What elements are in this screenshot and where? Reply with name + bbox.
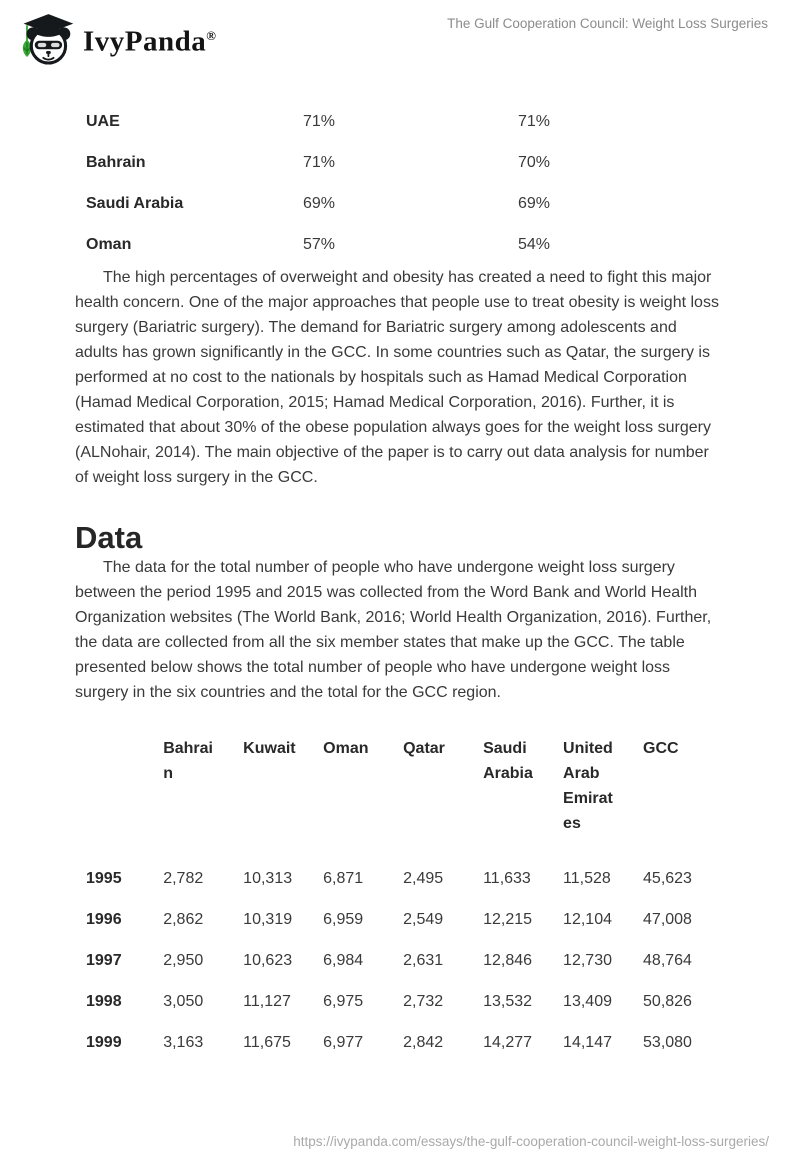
value-cell: 13,409: [563, 993, 612, 1010]
header-cell: GCC: [643, 740, 679, 757]
header-cell: Bahrain: [163, 740, 213, 782]
panda-graduate-icon: [15, 11, 75, 67]
value-cell: 2,782: [163, 870, 204, 887]
value-cell: 6,871: [323, 870, 364, 887]
value-cell: 11,127: [243, 993, 291, 1010]
brand-name: IvyPanda®: [83, 25, 217, 58]
table-row: [86, 142, 658, 183]
value-cell: 2,950: [163, 952, 204, 969]
value-cell: 10,319: [243, 911, 293, 928]
value-cell: 71%: [518, 113, 551, 130]
document-body: [75, 101, 723, 1063]
value-cell: 2,631: [403, 952, 444, 969]
country-cell: Saudi Arabia: [86, 195, 184, 212]
country-cell: UAE: [86, 113, 120, 130]
header-cell: United Arab Emirates: [563, 740, 613, 832]
value-cell: 50,826: [643, 993, 692, 1010]
value-cell: 11,675: [243, 1034, 291, 1051]
country-cell: Bahrain: [86, 154, 146, 171]
table-row: [86, 101, 658, 142]
ivypanda-logo[interactable]: [15, 8, 216, 70]
table-row: [86, 899, 723, 940]
table-row: [86, 224, 658, 265]
value-cell: 10,313: [243, 870, 293, 887]
header-cell: Oman: [323, 740, 369, 757]
value-cell: 6,977: [323, 1034, 364, 1051]
value-cell: 12,730: [563, 952, 612, 969]
value-cell: 2,495: [403, 870, 444, 887]
registered-mark: ®: [206, 28, 217, 43]
value-cell: 71%: [303, 154, 336, 171]
year-cell: 1997: [86, 952, 122, 969]
value-cell: 12,104: [563, 911, 612, 928]
year-cell: 1999: [86, 1034, 122, 1051]
value-cell: 47,008: [643, 911, 692, 928]
header-cell: Saudi Arabia: [483, 740, 533, 782]
value-cell: 2,549: [403, 911, 444, 928]
value-cell: 2,842: [403, 1034, 444, 1051]
table-row: [86, 940, 723, 981]
value-cell: 3,163: [163, 1034, 204, 1051]
value-cell: 2,862: [163, 911, 204, 928]
surgery-count-table: [86, 728, 723, 1063]
page-footer: [293, 1134, 769, 1149]
source-url: https://ivypanda.com/essays/the-gulf-cooperation-council-weight-loss-surgeries/: [293, 1134, 769, 1149]
paragraph-overview: The high percentages of overweight and obesity has created a need to fight this major health concern. One of the major approaches that people use to treat obesity is weight loss surgery (Bariatric surgery). The demand for Bariatric surgery among adolescents and adults has grown significantly in the GCC. In some countries such as Qatar, the surgery is performed at no cost to the nationals by hospitals such as Hamad Medical Corporation (Hamad Medical Corporation, 2015; Hamad Medical Corporation, 2016). Further, it is estimated that about 30% of the obese population always goes for the weight loss surgery (ALNohair, 2014). The main objective of the paper is to carry out data analysis for number of weight loss surgery in the GCC.: [75, 269, 719, 486]
value-cell: 6,959: [323, 911, 364, 928]
value-cell: 12,846: [483, 952, 533, 969]
value-cell: 14,277: [483, 1034, 533, 1051]
value-cell: 69%: [303, 195, 336, 212]
value-cell: 10,623: [243, 952, 293, 969]
year-cell: 1995: [86, 870, 122, 887]
document-title: The Gulf Cooperation Council: Weight Loss Surgeries: [447, 16, 768, 31]
table-header-row: [86, 728, 723, 858]
value-cell: 2,732: [403, 993, 444, 1010]
value-cell: 45,623: [643, 870, 692, 887]
header-cell: Qatar: [403, 740, 445, 757]
value-cell: 6,984: [323, 952, 364, 969]
table-row: [86, 1022, 723, 1063]
value-cell: 70%: [518, 154, 551, 171]
value-cell: 14,147: [563, 1034, 612, 1051]
header-cell: Kuwait: [243, 740, 296, 757]
year-cell: 1998: [86, 993, 122, 1010]
value-cell: 3,050: [163, 993, 204, 1010]
value-cell: 71%: [303, 113, 336, 130]
site-header: [0, 0, 800, 64]
header-cell-empty: [86, 728, 163, 858]
section-heading-data: Data: [75, 520, 143, 555]
value-cell: 69%: [518, 195, 551, 212]
table-row: [86, 981, 723, 1022]
table-row: [86, 858, 723, 899]
paragraph-data-description: The data for the total number of people who have undergone weight loss surgery between the period 1995 and 2015 was collected from the Word Bank and World Health Organization websites (The World Bank, 2016; World Health Organization, 2016). Further, the data are collected from all the six member states that make up the GCC. The table presented below shows the total number of people who have undergone weight loss surgery in the six countries and the total for the GCC region.: [75, 559, 712, 701]
value-cell: 57%: [303, 236, 336, 253]
value-cell: 53,080: [643, 1034, 692, 1051]
value-cell: 54%: [518, 236, 551, 253]
value-cell: 12,215: [483, 911, 533, 928]
country-cell: Oman: [86, 236, 132, 253]
value-cell: 6,975: [323, 993, 364, 1010]
value-cell: 11,633: [483, 870, 531, 887]
table-row: [86, 183, 658, 224]
year-cell: 1996: [86, 911, 122, 928]
value-cell: 11,528: [563, 870, 611, 887]
value-cell: 48,764: [643, 952, 692, 969]
obesity-percentage-table: [86, 101, 658, 265]
value-cell: 13,532: [483, 993, 533, 1010]
